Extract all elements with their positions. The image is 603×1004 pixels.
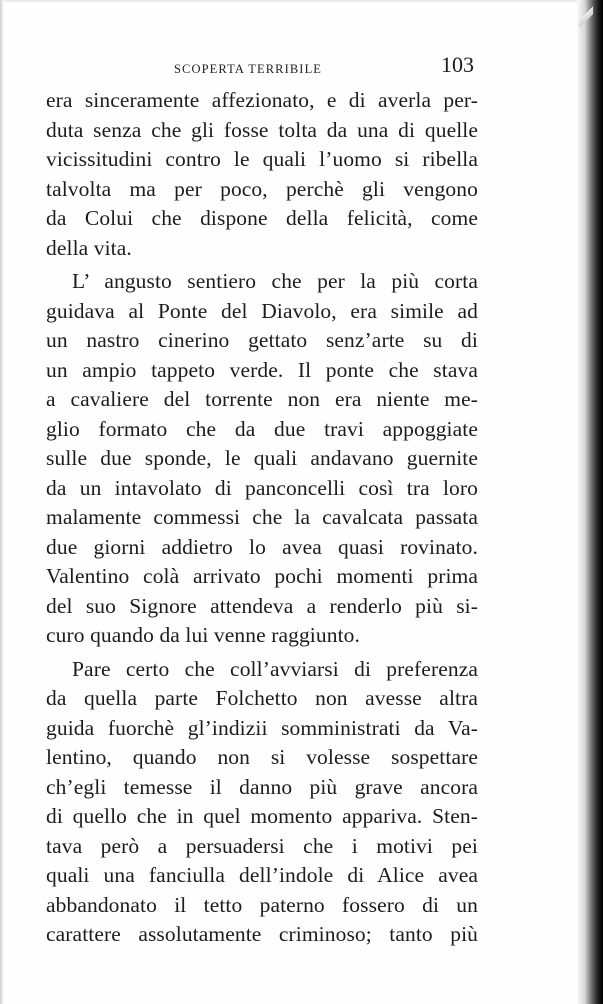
text-line: glio formato che da due travi appoggiate xyxy=(46,416,478,441)
text-line: L’ angusto sentiero che per la più corta xyxy=(72,269,478,293)
text-line: quali una fanciulla dell’indole di Alice avea xyxy=(46,863,478,887)
text-line: tava però a persuadersi che i motivi pei xyxy=(46,833,478,858)
text-line: Pare certo che coll’avviarsi di preferenza xyxy=(72,656,478,681)
text-line: talvolta ma per poco, perchè gli vengono xyxy=(46,176,478,201)
text-line: due giorni addietro lo avea quasi rovinato. xyxy=(46,534,478,559)
running-title: SCOPERTA TERRIBILE xyxy=(174,62,323,76)
running-head xyxy=(46,52,478,84)
paragraph-3 xyxy=(46,655,478,950)
text-line: lentino, quando non si volesse sospettare xyxy=(46,745,478,769)
text-line: vicissitudini contro le quali l’uomo si ribella xyxy=(46,147,478,171)
page-corner-fold xyxy=(579,4,593,30)
text-line: era sinceramente affezionato, e di averla per- xyxy=(46,88,478,112)
body-text xyxy=(46,86,478,950)
text-line: guida fuorchè gl’indizii somministrati da Va- xyxy=(46,715,478,740)
text-line: a cavaliere del torrente non era niente me- xyxy=(46,387,478,411)
text-line: della vita. xyxy=(46,235,132,260)
text-line: abbandonato il tetto paterno fossero di un xyxy=(46,892,478,917)
text-line: duta senza che gli fosse tolta da una di quelle xyxy=(46,117,478,142)
text-line: Valentino colà arrivato pochi momenti prima xyxy=(46,564,478,588)
text-line: carattere assolutamente criminoso; tanto più xyxy=(46,922,478,946)
text-line: guidava al Ponte del Diavolo, era simile ad xyxy=(46,298,478,323)
text-line: del suo Signore attendeva a renderlo più si- xyxy=(46,593,478,618)
text-line: curo quando da lui venne raggiunto. xyxy=(46,623,360,647)
text-line: un nastro cinerino gettato senz’arte su di xyxy=(46,328,478,352)
paragraph-2 xyxy=(46,267,478,651)
page-number: 103 xyxy=(441,52,474,77)
text-line: un ampio tappeto verde. Il ponte che stava xyxy=(46,357,478,382)
book-gutter-shadow xyxy=(577,0,603,1004)
paragraph-1 xyxy=(46,86,478,263)
text-line: ch’egli temesse il danno più grave ancora xyxy=(46,774,478,799)
text-line: da un intavolato di panconcelli così tra loro xyxy=(46,475,478,500)
text-line: da quella parte Folchetto non avesse altra xyxy=(46,686,478,710)
text-line: sulle due sponde, le quali andavano guernite xyxy=(46,446,478,470)
text-line: di quello che in quel momento appariva. Sten- xyxy=(46,804,478,828)
left-edge-shadow xyxy=(0,0,4,1004)
text-line: malamente commessi che la cavalcata passata xyxy=(46,505,478,529)
text-line: da Colui che dispone della felicità, come xyxy=(46,206,478,230)
top-edge-shadow xyxy=(0,0,603,3)
page-content xyxy=(46,52,478,950)
